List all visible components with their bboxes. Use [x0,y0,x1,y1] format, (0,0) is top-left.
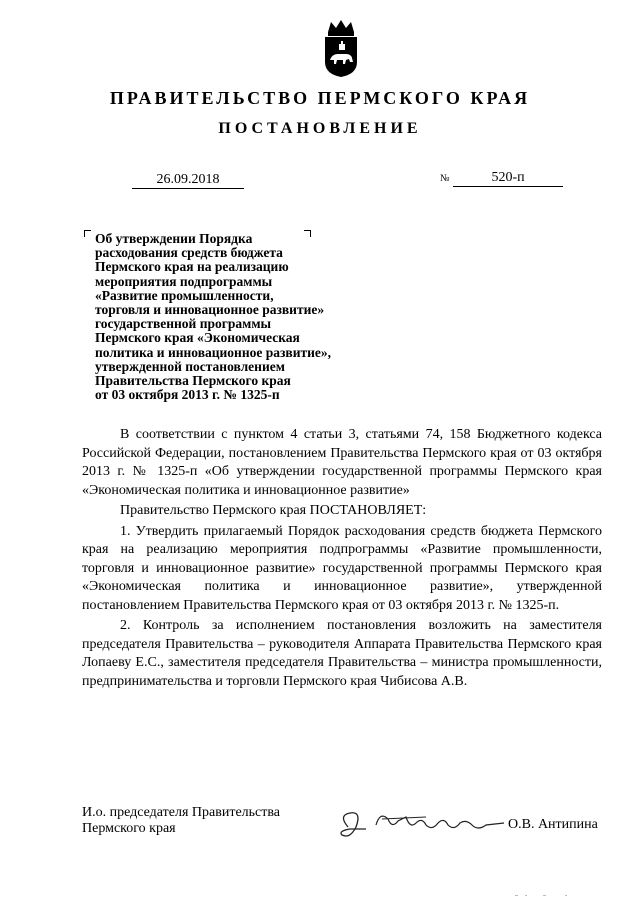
document-subject [95,232,395,402]
resolution-paragraph: Правительство Пермского края ПОСТАНОВЛЯЕТ: [120,503,427,518]
signer-name: О.В. Антипина [508,817,598,832]
subject-line: торговля и инновационное развитие» [95,302,325,318]
subject-line: мероприятия подпрограммы [95,273,273,289]
item-1-paragraph: 1. Утвердить прилагаемый Порядок расходования средств бюджета Пермского края на реализацию мероприятия подпрограммы «Развитие промышленности, торговля и инновационное развитие» государственной программы Пермского края «Экономическая политика и инновационное развитие», утвержденной постановлением Правительства Пермского края от 03 октября 2013 г. № 1325-п. [82,523,602,613]
signer-position-line: И.о. председателя Правительства [82,805,281,820]
document-body [82,426,602,691]
subject-line: Об утверждении Порядка [95,231,253,246]
document-type: ПОСТАНОВЛЕНИЕ [218,120,422,137]
handwritten-signature [336,805,516,845]
subject-line: от 03 октября 2013 г. № 1325-п [95,387,280,403]
document-number-field [440,170,563,187]
subject-line: расходования средств бюджета [95,245,283,261]
scan-speck [515,895,575,897]
subject-bracket-left [84,230,91,237]
subject-line: Правительства Пермского края [95,373,291,389]
subject-line: Пермского края «Экономическая [95,330,300,346]
signer-position-line: Пермского края [82,821,176,836]
perm-krai-coat-of-arms-icon [318,18,364,78]
subject-line: «Развитие промышленности, [95,287,274,303]
subject-line: политика и инновационное развитие», [95,344,332,360]
preamble-paragraph: В соответствии с пунктом 4 статьи 3, статьями 74, 158 Бюджетного кодекса Российской Федерации, постановлением Правительства Пермского края от 03 октября 2013 г. № 1325-п «Об утверждении государственной программы Пермского края «Экономическая политика и инновационное развитие» [82,427,602,498]
signer-position [82,805,280,837]
subject-line: утвержденной постановлением [95,358,285,374]
number-sign: № [440,173,450,184]
government-title: ПРАВИТЕЛЬСТВО ПЕРМСКОГО КРАЯ [109,88,531,108]
subject-line: государственной программы [95,316,272,332]
document-date: 26.09.2018 [132,172,244,189]
document-number: 520-п [453,170,563,187]
subject-line: Пермского края на реализацию [95,259,289,275]
item-2-paragraph: 2. Контроль за исполнением постановления возложить на заместителя председателя Правительства – руководителя Аппарата Правительства Пермского края Лопаеву Е.С., заместителя председателя Правительства – министра промышленности, предпринимательства и торговли Пермского края Чибисова А.В. [82,618,602,689]
